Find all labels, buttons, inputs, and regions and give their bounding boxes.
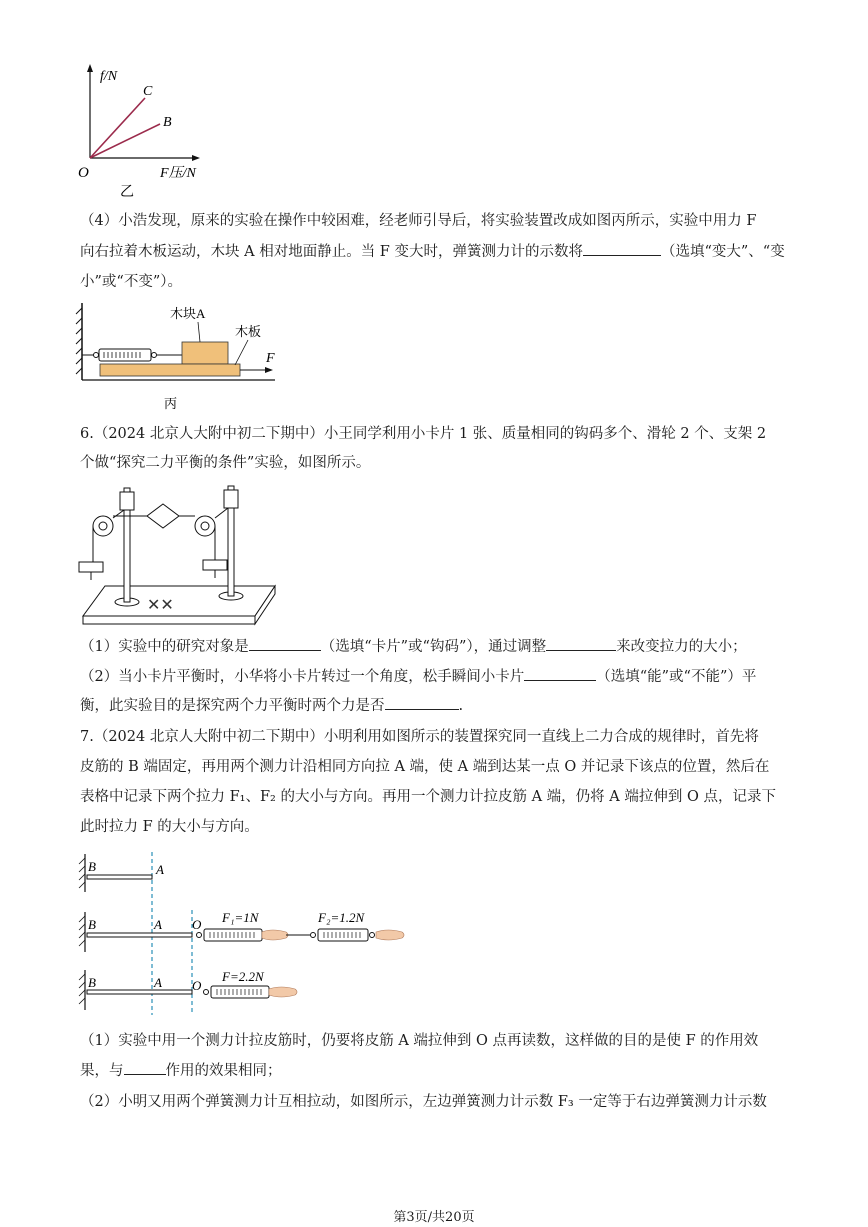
row3-label-a: A [154,975,162,990]
scale-ring [94,353,99,358]
q7-sub2-line1: （2）小明又用两个弹簧测力计互相拉动，如图所示，左边弹簧测力计示数 F₃ 一定等于右边弹簧测力计示数 [80,1094,767,1110]
row2-label-b: B [88,917,96,932]
f-label: F=2.2N [222,969,264,984]
q6-sub2-b: （选填“能”或“不能”）平 [596,669,757,685]
pulley-left-arm [113,510,124,518]
board-label: 木板 [235,324,262,339]
row3-ring [204,990,209,995]
x-axis-label: F压/N [160,166,196,181]
q5-4-line2-b: （选填“变大”、“变 [660,244,785,260]
origin-label: O [78,165,89,181]
f1-label: F₁=1N [222,910,259,925]
wall-hatch [79,858,85,1004]
band-3 [87,990,192,994]
q6-sub1-a: （1）实验中的研究对象是 [80,639,249,655]
pulley-left-axle [99,522,107,530]
q7-sub1-line2-b: 作用的效果相同； [165,1063,282,1079]
y-axis-label: f/N [100,69,118,84]
hand-1 [262,930,288,940]
figure-q6 [75,478,285,628]
q7-sub1-line1: （1）实验中用一个测力计拉皮筋时，仍要将皮筋 A 端拉伸到 O 点再读数，这样做的目的是使 F 的作用效 [80,1033,759,1049]
row3-label-o: O [192,978,202,993]
row3-scale [211,986,269,998]
force-arrowhead [265,367,273,373]
block-a [182,342,228,364]
graph-yi [70,60,210,200]
clamp-right [224,490,238,508]
q6-sub2-line2 [80,695,463,717]
row1-label-a: A [156,862,164,877]
f2-label: F₂=1.2N [318,910,365,925]
q6-sub2-d: . [458,698,464,714]
pulley-right-axle [201,522,209,530]
q5-4-line2 [80,241,785,263]
row2-ring-2 [311,933,316,938]
row2-scale-2 [318,929,368,941]
figure-q7 [72,850,412,1020]
line-b [90,124,160,158]
q5-4-line2-a: 向右拉着木板运动，木块 A 相对地面静止。当 F 变大时，弹簧测力计的示数将 [80,244,583,260]
graph-caption: 乙 [120,185,134,200]
card [147,504,179,528]
q5-4-line3: 小”或“不变”）。 [80,274,182,290]
row2-scale-1 [204,929,262,941]
hand-3 [269,987,297,997]
pulley-right-arm [215,508,228,518]
row2-label-a: A [154,917,162,932]
figure-bing-caption: 丙 [164,396,178,411]
figure-bing [70,298,290,413]
y-axis-arrow [87,64,93,72]
base-front [83,616,255,624]
band-1 [87,875,152,879]
clamp-left [120,492,134,510]
q6-sub1-b: （选填“卡片”或“钩码”），通过调整 [320,639,547,655]
q6-sub1 [80,636,747,658]
line-b-label: B [163,115,172,130]
row2-ring-3 [370,933,375,938]
q5-4-answer-blank[interactable] [583,241,661,256]
x-axis-arrow [192,155,200,161]
q6-line2: 个做“探究二力平衡的条件”实验，如图所示。 [80,455,371,471]
q6-sub1-blank2[interactable] [546,636,616,651]
q6-line1: 6.（2024 北京人大附中初二下期中）小王同学利用小卡片 1 张、质量相同的钩码多个、滑轮 2 个、支架 2 [80,426,767,442]
block-leader [198,322,200,342]
board [100,364,240,376]
board-leader [235,340,248,365]
base-top [83,586,275,616]
q6-sub2-c: 衡，此实验目的是探究两个力平衡时两个力是否 [80,698,385,714]
hand-2 [376,930,404,940]
q6-sub2-a: （2）当小卡片平衡时，小华将小卡片转过一个角度，松手瞬间小卡片 [80,669,525,685]
block-a-label: 木块A [170,306,206,321]
wall-hatch [76,308,82,374]
row2-ring [197,933,202,938]
q7-sub1-line2-a: 果，与 [80,1063,124,1079]
q7-sub1-line2 [80,1060,282,1082]
q5-4-line1: （4）小浩发现，原来的实验在操作中较困难，经老师引导后，将实验装置改成如图丙所示，实验中用力 F [80,213,757,229]
row1-label-b: B [88,859,96,874]
force-label: F [266,351,275,366]
scale-ring-right [152,353,157,358]
line-c-label: C [143,84,153,99]
page-footer: 第3页/共20页 [393,1210,475,1225]
q6-sub2-line1 [80,666,756,688]
spring-scale [99,349,151,361]
q7-line4: 此时拉力 F 的大小与方向。 [80,819,259,835]
base-mark: ✕✕ [147,597,174,614]
weight-left [79,562,103,572]
row3-label-b: B [88,975,96,990]
q7-line2: 皮筋的 B 端固定，再用两个测力计沿相同方向拉 A 端，使 A 端到达某一点 O 并记录下该点的位置，然后在 [80,759,770,775]
q6-sub2-blank1[interactable] [524,666,596,681]
band-2 [87,933,192,937]
q6-sub1-c: 来改变拉力的大小； [616,639,747,655]
row2-label-o: O [192,917,202,932]
q7-sub1-blank[interactable] [124,1060,166,1075]
weight-right [203,560,227,570]
q7-line1: 7.（2024 北京人大附中初二下期中）小明利用如图所示的装置探究同一直线上二力合成的规律时，首先将 [80,729,759,745]
q6-sub1-blank1[interactable] [249,636,321,651]
q6-sub2-blank2[interactable] [385,695,459,710]
line-c [90,98,145,158]
q7-line3: 表格中记录下两个拉力 F₁、F₂ 的大小与方向。再用一个测力计拉皮筋 A 端，仍将 A 端拉伸到 O 点，记录下 [80,789,776,805]
